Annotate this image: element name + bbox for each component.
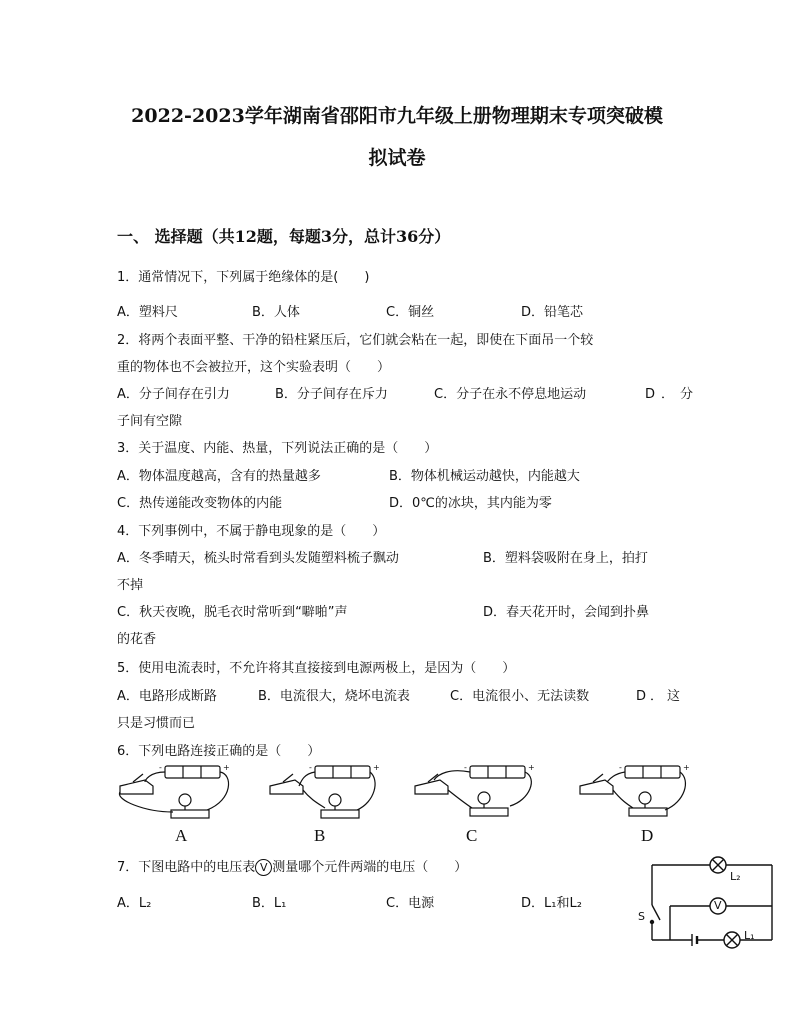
- q4-option-d-cont: 的花香: [117, 632, 157, 647]
- svg-text:-: -: [464, 763, 467, 772]
- diagram-label-l2: L₂: [730, 870, 741, 883]
- circuit-b-figure: [265, 760, 390, 822]
- q7-stem-post: 测量哪个元件两端的电压（ ）: [272, 860, 468, 875]
- q1-option-b: B．人体: [252, 305, 300, 320]
- q3-option-b: B．物体机械运动越快，内能越大: [389, 469, 580, 484]
- q2-stem-line-1: 2．将两个表面平整、干净的铅柱紧压后，它们就会粘在一起，即使在下面吊一个较: [117, 333, 594, 348]
- q4-option-c: C．秋天夜晚，脱毛衣时常听到“噼啪”声: [117, 605, 348, 620]
- q7-stem-pre: 7．下图电路中的电压表: [117, 860, 256, 875]
- svg-text:+: +: [223, 763, 230, 772]
- circuit-label-a: A: [175, 826, 188, 845]
- diagram-label-s: S: [638, 910, 645, 923]
- circuit-label-c: C: [466, 826, 478, 845]
- q7-stem: [117, 856, 467, 876]
- q7-option-a: A．L₂: [117, 896, 152, 911]
- circuit-label-d: D: [641, 826, 654, 845]
- q6-stem: 6．下列电路连接正确的是（ ）: [117, 744, 321, 759]
- q1-stem: 1．通常情况下，下列属于绝缘体的是( ): [117, 270, 370, 285]
- svg-text:+: +: [683, 763, 690, 772]
- q3-option-c: C．热传递能改变物体的内能: [117, 496, 283, 511]
- q4-option-b: B．塑料袋吸附在身上，拍打: [483, 551, 648, 566]
- q4-option-b-cont: 不掉: [117, 578, 144, 593]
- q4-option-a: A．冬季晴天，梳头时常看到头发随塑料梳子飘动: [117, 551, 399, 566]
- q7-circuit-diagram: [640, 850, 780, 955]
- q2-stem-line-2: 重的物体也不会被拉开，这个实验表明（ ）: [117, 360, 391, 375]
- q3-option-a: A．物体温度越高，含有的热量越多: [117, 469, 321, 484]
- q2-option-a: A．分子间存在引力: [117, 387, 230, 402]
- q5-stem: 5．使用电流表时，不允许将其直接接到电源两极上，是因为（ ）: [117, 661, 516, 676]
- q5-option-d-cont: 只是习惯而已: [117, 716, 196, 731]
- svg-text:+: +: [528, 763, 535, 772]
- section-heading: 一、 选择题（共12题，每题3分，总计36分）: [117, 227, 451, 246]
- q3-option-d: D．0℃的冰块，其内能为零: [389, 496, 552, 511]
- q5-option-d: D．这: [636, 689, 685, 704]
- voltmeter-icon: V: [255, 859, 272, 876]
- q2-option-b: B．分子间存在斥力: [275, 387, 388, 402]
- q7-option-b: B．L₁: [252, 896, 287, 911]
- circuit-a-figure: [115, 760, 240, 822]
- q5-option-b: B．电流很大，烧坏电流表: [258, 689, 410, 704]
- svg-text:-: -: [159, 763, 162, 772]
- svg-text:+: +: [373, 763, 380, 772]
- q4-option-d: D．春天花开时，会闻到扑鼻: [483, 605, 650, 620]
- circuit-c-figure: [410, 760, 540, 822]
- q4-stem: 4．下列事例中，不属于静电现象的是（ ）: [117, 524, 386, 539]
- title-line-1: 2022-2023学年湖南省邵阳市九年级上册物理期末专项突破模: [131, 105, 663, 127]
- q2-option-d: D．分: [645, 387, 700, 402]
- q5-option-a: A．电路形成断路: [117, 689, 217, 704]
- circuit-label-b: B: [314, 826, 326, 845]
- q2-option-d-cont: 子间有空隙: [117, 414, 183, 429]
- q1-option-d: D．铅笔芯: [521, 305, 584, 320]
- q1-option-c: C．铜丝: [386, 305, 435, 320]
- circuit-d-figure: [575, 760, 700, 822]
- q5-option-c: C．电流很小、无法读数: [450, 689, 590, 704]
- svg-text:-: -: [619, 763, 622, 772]
- diagram-label-l1: L₁: [744, 929, 755, 942]
- title-line-2: 拟试卷: [368, 147, 426, 169]
- diagram-label-v: V: [714, 899, 722, 912]
- q1-option-a: A．塑料尺: [117, 305, 178, 320]
- svg-text:-: -: [309, 763, 312, 772]
- q7-option-d: D．L₁和L₂: [521, 896, 582, 911]
- q3-stem: 3．关于温度、内能、热量，下列说法正确的是（ ）: [117, 441, 438, 456]
- q7-option-c: C．电源: [386, 896, 435, 911]
- q2-option-c: C．分子在永不停息地运动: [434, 387, 587, 402]
